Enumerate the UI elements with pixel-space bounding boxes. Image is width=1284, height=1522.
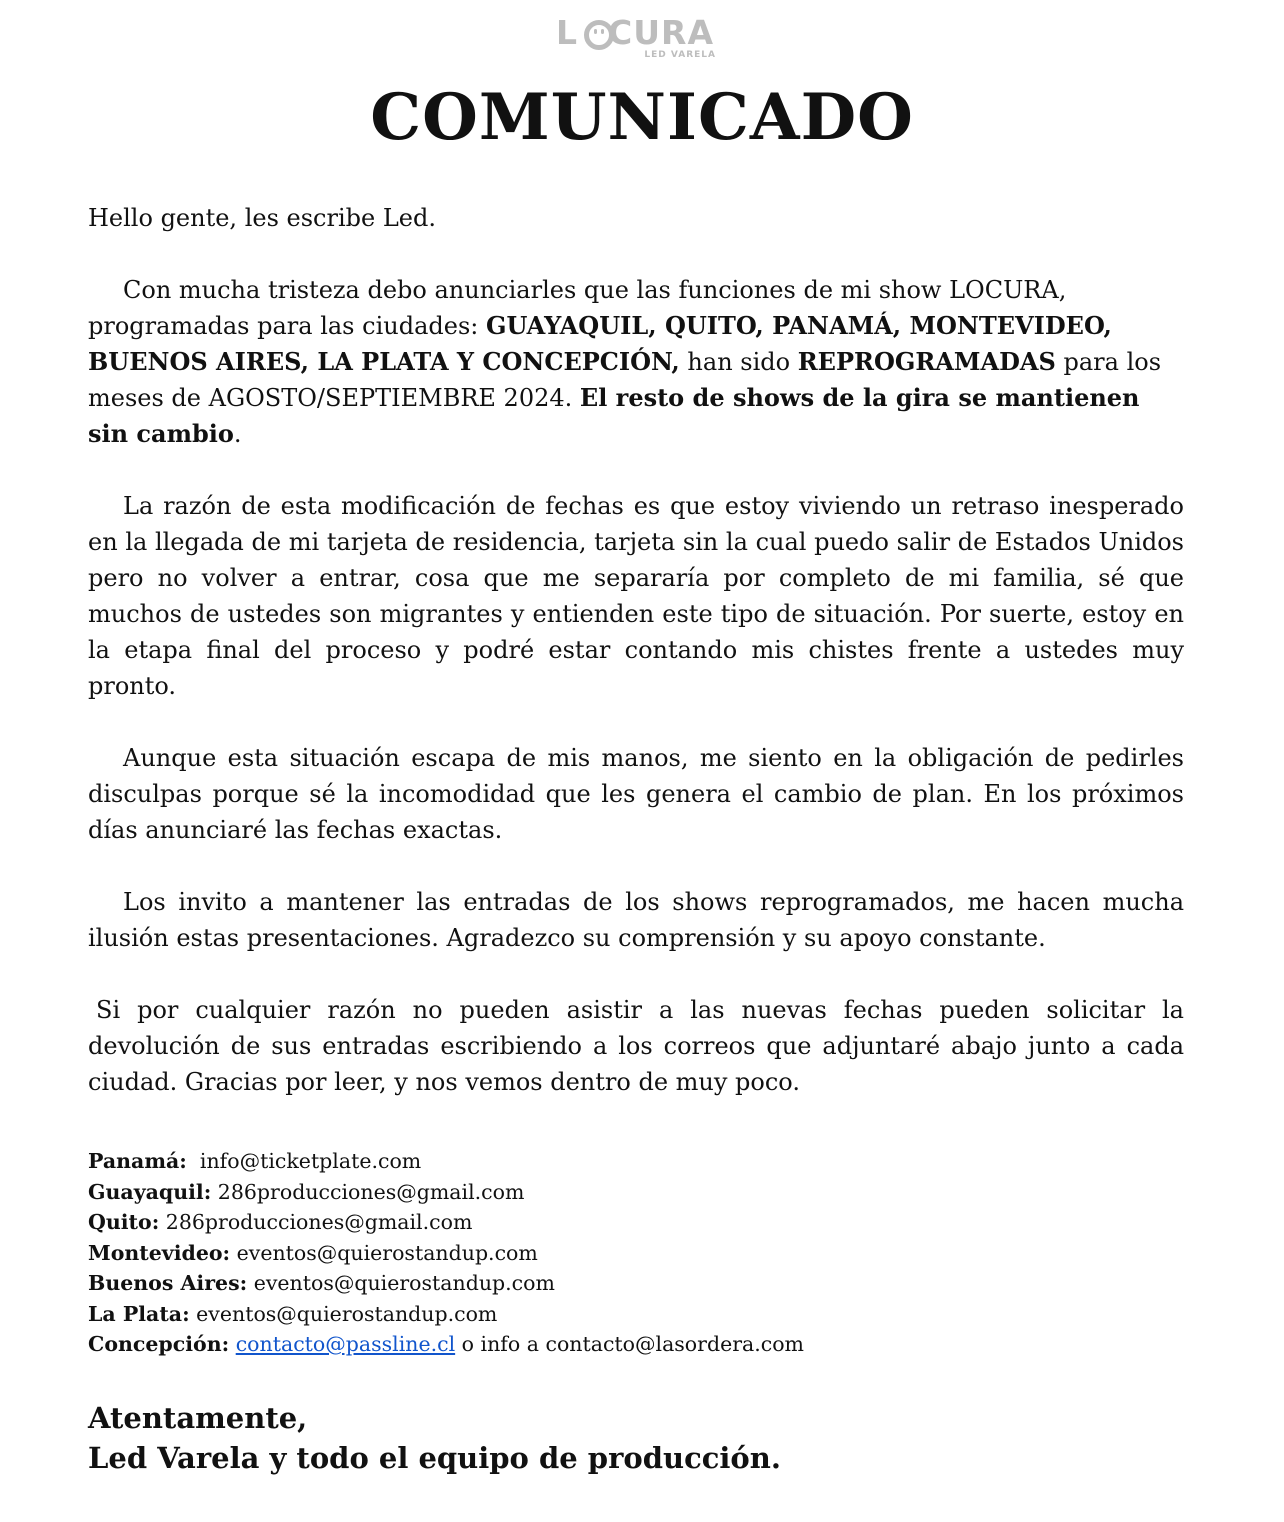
contact-row: Buenos Aires: eventos@quierostandup.com: [88, 1271, 555, 1295]
contact-row: Montevideo: eventos@quierostandup.com: [88, 1240, 538, 1265]
closing-signature-line: Led Varela y todo el equipo de producción.: [88, 1441, 781, 1475]
contact-list: [88, 1146, 1088, 1360]
closing-signature: [88, 1398, 1088, 1478]
cities-list: GUAYAQUIL, QUITO, PANAMÁ, MONTEVIDEO, BUENOS AIRES, LA PLATA Y CONCEPCIÓN,: [88, 311, 1112, 376]
paragraph-invitation: Los invito a mantener las entradas de los shows reprogramados, me hacen mucha ilusión estas presentaciones. Agradezco su comprensión y su apoyo constante.: [88, 888, 1184, 952]
contact-row: Guayaquil: 286producciones@gmail.com: [88, 1179, 525, 1204]
locura-logo: L CURA LED VARELA: [556, 13, 716, 60]
passline-email-link[interactable]: contacto@passline.cl: [235, 1332, 456, 1356]
paragraph-reason: La razón de esta modificación de fechas es que estoy viviendo un retraso inesperado en la llegada de mi tarjeta de residencia, tarjeta sin la cual puedo salir de Estados Unidos pero no volver a entrar, cosa que me separaría por completo de mi familia, sé que muchos de ustedes son migrantes y entienden este tipo de situación. Por suerte, estoy en la etapa final del proceso y podré estar contando mis chistes frente a ustedes muy pronto.: [88, 492, 1184, 700]
contact-row-concepcion: Concepción: contacto@passline.cl o info a contacto@lasordera.com: [88, 1332, 805, 1356]
paragraph-apology: Aunque esta situación escapa de mis manos, me siento en la obligación de pedirles disculpas porque sé la incomodidad que les genera el cambio de plan. En los próximos días anunciaré las fechas exactas.: [88, 744, 1184, 844]
page-title: COMUNICADO: [370, 80, 914, 155]
logo-subtitle: LED VARELA: [644, 50, 716, 60]
paragraph-refund: Si por cualquier razón no pueden asistir a las nuevas fechas pueden solicitar la devolución de sus entradas escribiendo a los correos que adjuntaré abajo junto a cada ciudad. Gracias por leer, y nos vemos dentro de muy poco.: [88, 996, 1184, 1096]
contact-row: Panamá: info@ticketplate.com: [88, 1149, 422, 1173]
smiley-icon: [584, 20, 614, 50]
greeting: Hello gente, les escribe Led.: [88, 204, 436, 232]
contact-row: La Plata: eventos@quierostandup.com: [88, 1301, 498, 1326]
letter-body: [88, 200, 1184, 1100]
paragraph-announcement: Con mucha tristeza debo anunciarles que las funciones de mi show LOCURA, programadas para las ciudades: GUAYAQUIL, QUITO, PANAMÁ, MONTEVIDEO, BUENOS AIRES, LA PLATA Y CONCEPCIÓN, han sido REPROGRAMADAS para los meses de AGOSTO/SEPTIEMBRE 2024. El resto de shows de la gira se mantienen sin cambio.: [88, 276, 1162, 448]
closing-salutation: Atentamente,: [88, 1401, 308, 1435]
contact-row: Quito: 286producciones@gmail.com: [88, 1210, 473, 1234]
